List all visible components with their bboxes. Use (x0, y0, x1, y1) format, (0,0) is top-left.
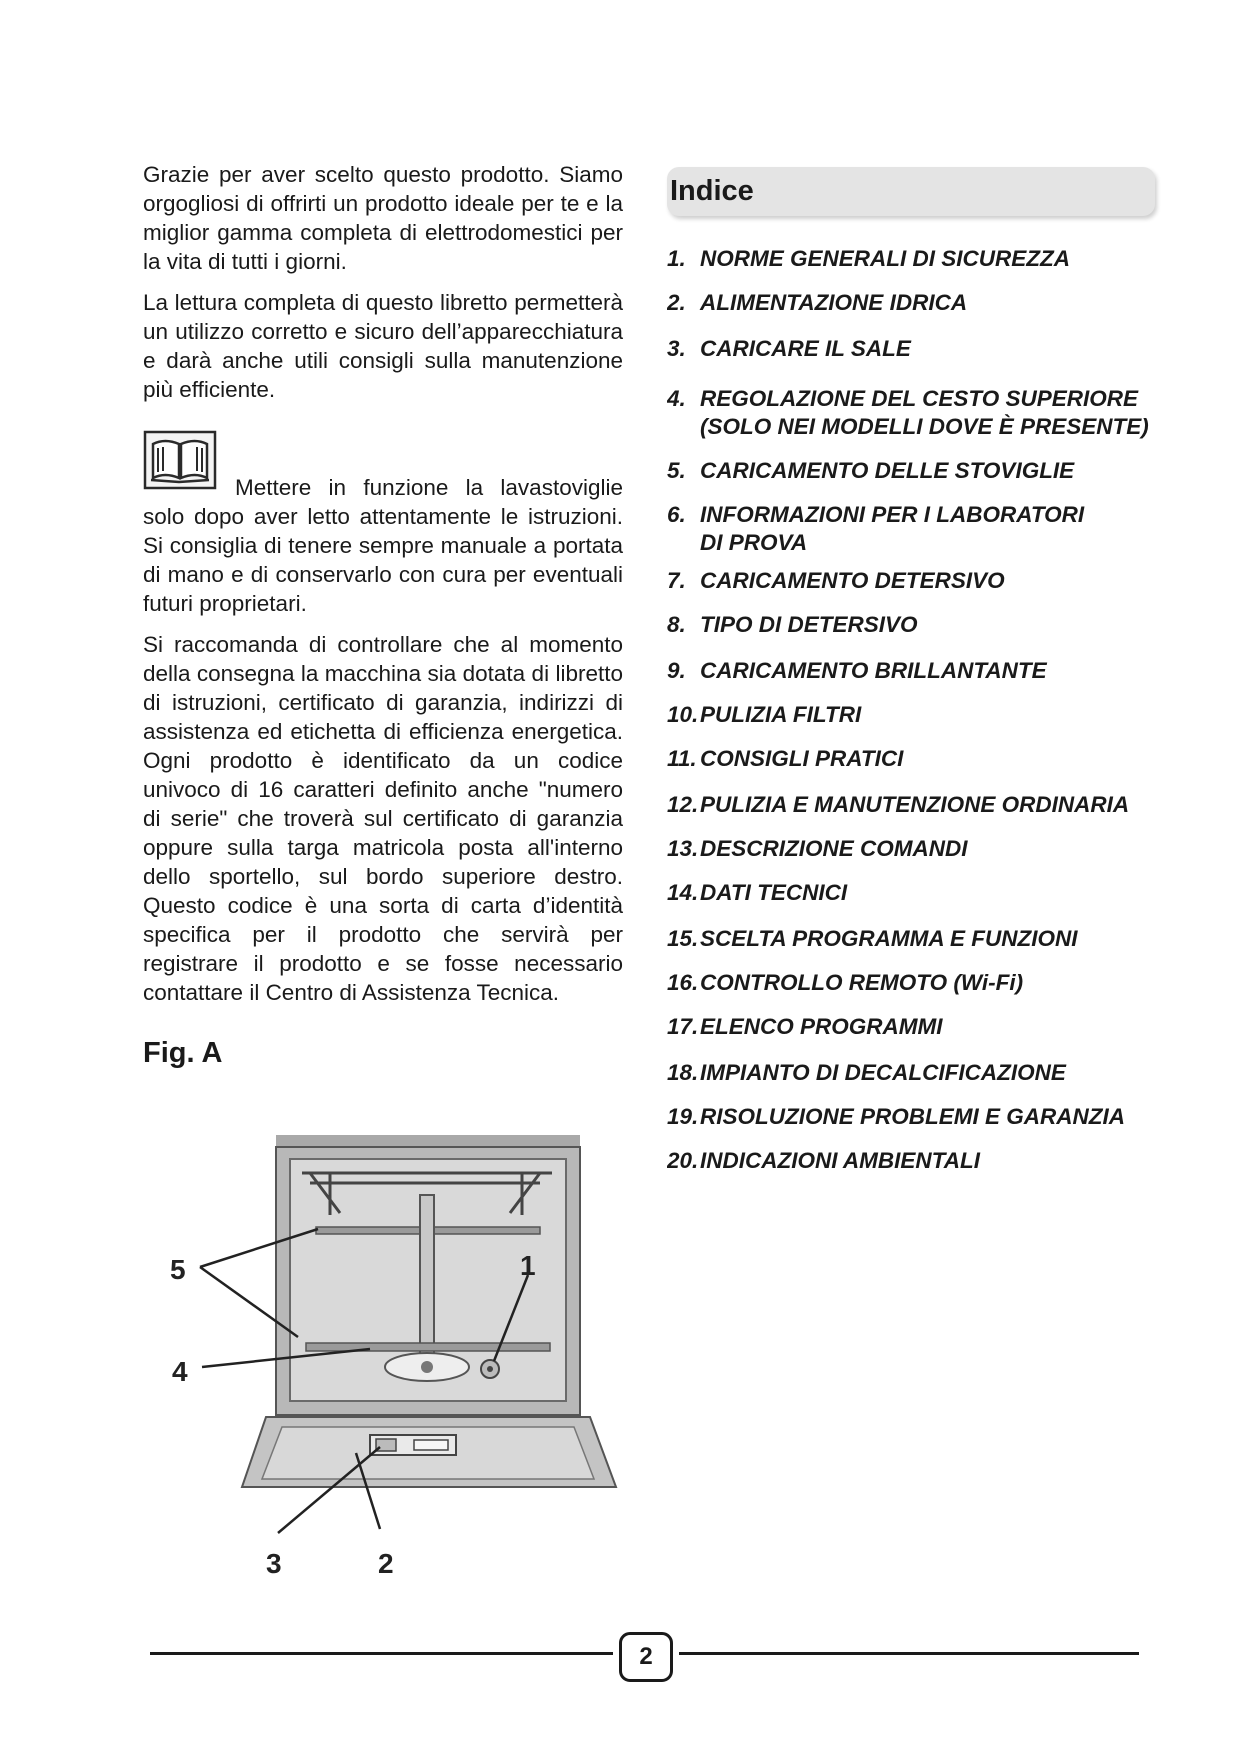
index-item-label: INDICAZIONI AMBIENTALI (700, 1148, 980, 1173)
index-item-number: 14. (667, 880, 699, 905)
index-item-number: 3. (667, 336, 686, 361)
callout-4: 4 (172, 1356, 188, 1387)
index-item-number: 15. (667, 926, 699, 951)
index-item (667, 745, 1167, 773)
index-item-number: 17. (667, 1014, 699, 1039)
index-item (667, 457, 1167, 485)
index-item-number: 8. (667, 612, 686, 637)
index-item (667, 835, 1167, 863)
intro-paragraph-3: Mettere in funzione la lavastoviglie solo dopo aver letto attentamente le istruzioni. Si consiglia di tenere sempre manuale a portata di mano e di conservarlo con cura per eventuali futuri proprietari. (143, 475, 623, 616)
index-item-number: 16. (667, 970, 699, 995)
index-item-label: REGOLAZIONE DEL CESTO SUPERIORE (700, 386, 1138, 411)
callout-2: 2 (378, 1548, 394, 1579)
index-item-label: ELENCO PROGRAMMI (700, 1014, 943, 1039)
index-item-label: DESCRIZIONE COMANDI (700, 836, 968, 861)
index-item (667, 879, 1167, 907)
page-number: 2 (619, 1632, 673, 1682)
index-item-number: 18. (667, 1060, 699, 1085)
index-item-label: CONSIGLI PRATICI (700, 746, 904, 771)
index-item (667, 567, 1167, 595)
index-item-label: PULIZIA E MANUTENZIONE ORDINARIA (700, 792, 1130, 817)
index-item-label-continued: (SOLO NEI MODELLI DOVE È PRESENTE) (700, 414, 1149, 439)
index-item-label: CARICAMENTO DELLE STOVIGLIE (700, 458, 1075, 483)
intro-paragraph-1: Grazie per aver scelto questo prodotto. Siamo orgogliosi di offrirti un prodotto ideale per te e la miglior gamma completa di elettrodomestici per la vita di tutti i giorni. (143, 162, 623, 274)
index-item (667, 1013, 1167, 1041)
index-item-number: 5. (667, 458, 686, 483)
index-item (667, 969, 1167, 997)
intro-paragraph-2: La lettura completa di questo libretto permetterà un utilizzo corretto e sicuro dell’apparecchiatura e darà anche utili consigli sulla manutenzione più efficiente. (143, 290, 623, 402)
index-item (667, 1147, 1167, 1175)
dishwasher-figure (170, 1135, 640, 1615)
index-item-label: RISOLUZIONE PROBLEMI E GARANZIA (700, 1104, 1126, 1129)
index-item-number: 13. (667, 836, 699, 861)
index-item-label: IMPIANTO DI DECALCIFICAZIONE (700, 1060, 1066, 1085)
index-item-label: INFORMAZIONI PER I LABORATORI (700, 502, 1085, 527)
callout-5: 5 (170, 1254, 186, 1285)
index-item-label: TIPO DI DETERSIVO (700, 612, 918, 637)
index-item (667, 925, 1167, 953)
index-item (667, 701, 1167, 729)
index-item-label: CARICAMENTO BRILLANTANTE (700, 658, 1047, 683)
index-item (667, 245, 1167, 273)
index-item (667, 611, 1167, 639)
index-item (667, 335, 1167, 363)
index-item-number: 10. (667, 702, 699, 727)
index-item-label: CONTROLLO REMOTO (Wi-Fi) (700, 970, 1024, 995)
index-item (667, 1059, 1167, 1087)
index-item-number: 11. (667, 746, 697, 771)
callout-1: 1 (520, 1250, 536, 1281)
callout-3: 3 (266, 1548, 282, 1579)
index-item (667, 1103, 1167, 1131)
index-title: Indice (670, 175, 754, 207)
index-item-label-continued: DI PROVA (700, 530, 808, 555)
index-item-number: 12. (667, 792, 699, 817)
index-column (667, 167, 1167, 1173)
index-item (667, 385, 1167, 441)
open-book-icon (143, 430, 217, 490)
index-item-number: 1. (667, 246, 686, 271)
intro-paragraph-4: Si raccomanda di controllare che al momento della consegna la macchina sia dotata di libretto di istruzioni, certificato di garanzia, indirizzi di assistenza ed etichetta di efficienza energetica. Ogni prodotto è identificato da un codice univoco di 16 caratteri definito anche "numero di serie" che troverà sul certificato di garanzia oppure sulla targa matricola posta all'interno dello sportello, sul bordo superiore destro. Questo codice è una sorta di carta d’identità specifica per il prodotto che servirà per registrare il prodotto e se fosse necessario contattare il Centro di Assistenza Tecnica. (143, 632, 623, 1005)
index-item-label: ALIMENTAZIONE IDRICA (700, 290, 968, 315)
index-item-number: 7. (667, 568, 686, 593)
figure-title: Fig. A (143, 1037, 223, 1069)
index-item-number: 19. (667, 1104, 699, 1129)
index-item-label: NORME GENERALI DI SICUREZZA (700, 246, 1071, 271)
index-item-number: 9. (667, 658, 686, 683)
index-item (667, 657, 1167, 685)
index-item-label: CARICARE IL SALE (700, 336, 911, 361)
index-item-number: 20. (667, 1148, 699, 1173)
index-header (667, 167, 1155, 216)
index-item (667, 791, 1167, 819)
index-item-number: 6. (667, 502, 686, 527)
index-item-label: PULIZIA FILTRI (700, 702, 862, 727)
index-item (667, 501, 1167, 557)
index-item-number: 4. (667, 386, 686, 411)
intro-column (143, 160, 623, 1070)
index-item (667, 289, 1167, 317)
footer-rule-left (150, 1652, 613, 1655)
read-manual-note (143, 430, 623, 618)
index-item-number: 2. (667, 290, 686, 315)
index-item-label: DATI TECNICI (700, 880, 848, 905)
footer-rule-right (679, 1652, 1139, 1655)
index-item-label: CARICAMENTO DETERSIVO (700, 568, 1005, 593)
index-item-label: SCELTA PROGRAMMA E FUNZIONI (700, 926, 1078, 951)
